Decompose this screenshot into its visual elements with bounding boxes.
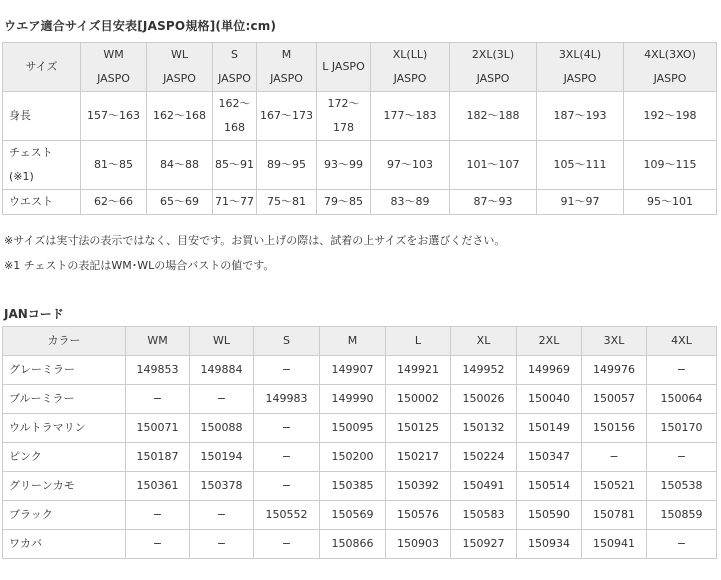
jan-cell: 150200: [320, 443, 386, 472]
jan-cell: −: [647, 443, 717, 472]
size-header-cell: WL JASPO: [147, 43, 213, 92]
table-row: [3, 414, 717, 443]
jan-cell: 150781: [582, 501, 647, 530]
jan-cell: −: [126, 385, 190, 414]
jan-cell: 150934: [517, 530, 582, 559]
table-row: [3, 501, 717, 530]
jan-cell: 150590: [517, 501, 582, 530]
size-cell: 162〜168: [147, 92, 213, 141]
size-cell: 75〜81: [257, 190, 317, 215]
size-header-cell: 2XL(3L) JASPO: [450, 43, 537, 92]
size-cell: 65〜69: [147, 190, 213, 215]
jan-cell: 150521: [582, 472, 647, 501]
jan-cell: 149983: [254, 385, 320, 414]
jan-cell: 150859: [647, 501, 717, 530]
size-cell: 109〜115: [624, 141, 717, 190]
size-chart-title: ウエア適合サイズ目安表[JASPO規格](単位:cm): [4, 19, 277, 33]
jan-cell: 150125: [386, 414, 451, 443]
size-cell: 172〜 178: [317, 92, 371, 141]
size-header-cell: L JASPO: [317, 43, 371, 92]
jan-cell: −: [190, 501, 254, 530]
jan-cell: −: [190, 385, 254, 414]
size-row-label: 身長: [3, 92, 81, 141]
size-header-cell: S JASPO: [213, 43, 257, 92]
table-row: [3, 385, 717, 414]
jan-cell: 150156: [582, 414, 647, 443]
size-header-cell: 4XL(3XO) JASPO: [624, 43, 717, 92]
size-cell: 79〜85: [317, 190, 371, 215]
jan-cell: 150361: [126, 472, 190, 501]
jan-cell: 150514: [517, 472, 582, 501]
table-row: [3, 472, 717, 501]
jan-cell: −: [254, 414, 320, 443]
size-cell: 71〜77: [213, 190, 257, 215]
size-cell: 62〜66: [81, 190, 147, 215]
jan-cell: 149952: [451, 356, 517, 385]
jan-cell: 150576: [386, 501, 451, 530]
jan-header-cell: WL: [190, 327, 254, 356]
size-cell: 83〜89: [371, 190, 450, 215]
jan-cell: 149969: [517, 356, 582, 385]
jan-header-cell: XL: [451, 327, 517, 356]
jan-cell: 149990: [320, 385, 386, 414]
size-header-row: [3, 43, 717, 92]
jan-cell: −: [647, 530, 717, 559]
table-row: [3, 190, 717, 215]
jan-cell: 150026: [451, 385, 517, 414]
jan-header-cell: S: [254, 327, 320, 356]
jan-cell: 150583: [451, 501, 517, 530]
jan-cell: 150187: [126, 443, 190, 472]
jan-cell: 150002: [386, 385, 451, 414]
size-row-label: チェスト (※1): [3, 141, 81, 190]
jan-cell: 150385: [320, 472, 386, 501]
jan-cell: −: [126, 501, 190, 530]
jan-row-label: ピンク: [3, 443, 126, 472]
jan-cell: 150538: [647, 472, 717, 501]
size-cell: 157〜163: [81, 92, 147, 141]
size-cell: 87〜93: [450, 190, 537, 215]
jan-header-cell: WM: [126, 327, 190, 356]
jan-cell: −: [190, 530, 254, 559]
jan-cell: 150347: [517, 443, 582, 472]
size-header-cell: XL(LL) JASPO: [371, 43, 450, 92]
jan-cell: 150132: [451, 414, 517, 443]
size-cell: 162〜 168: [213, 92, 257, 141]
jan-row-label: グレーミラー: [3, 356, 126, 385]
jan-row-label: ブラック: [3, 501, 126, 530]
jan-cell: 149853: [126, 356, 190, 385]
jan-cell: 150095: [320, 414, 386, 443]
jan-cell: 150149: [517, 414, 582, 443]
jan-row-label: グリーンカモ: [3, 472, 126, 501]
table-row: [3, 443, 717, 472]
jan-header-cell: 3XL: [582, 327, 647, 356]
jan-cell: −: [254, 472, 320, 501]
size-note-2: ※1 チェストの表記はWM･WLの場合バストの値です。: [4, 259, 275, 272]
size-header-cell: M JASPO: [257, 43, 317, 92]
jan-cell: 150217: [386, 443, 451, 472]
jan-cell: 150057: [582, 385, 647, 414]
jan-cell: 150170: [647, 414, 717, 443]
size-cell: 93〜99: [317, 141, 371, 190]
jan-cell: −: [126, 530, 190, 559]
jan-cell: 150071: [126, 414, 190, 443]
size-header-cell: サイズ: [3, 43, 81, 92]
size-header-cell: 3XL(4L) JASPO: [537, 43, 624, 92]
size-cell: 89〜95: [257, 141, 317, 190]
jan-cell: 150941: [582, 530, 647, 559]
jan-cell: 150224: [451, 443, 517, 472]
jan-code-title: JANコード: [4, 307, 64, 321]
jan-cell: −: [254, 356, 320, 385]
jan-row-label: ウルトラマリン: [3, 414, 126, 443]
jan-cell: 150903: [386, 530, 451, 559]
jan-row-label: ブルーミラー: [3, 385, 126, 414]
jan-cell: 149976: [582, 356, 647, 385]
jan-cell: 150040: [517, 385, 582, 414]
jan-cell: −: [647, 356, 717, 385]
jan-cell: −: [582, 443, 647, 472]
size-header-cell: WM JASPO: [81, 43, 147, 92]
size-cell: 97〜103: [371, 141, 450, 190]
jan-code-table: [2, 326, 717, 559]
jan-cell: 150569: [320, 501, 386, 530]
size-cell: 105〜111: [537, 141, 624, 190]
table-row: [3, 530, 717, 559]
jan-header-cell: M: [320, 327, 386, 356]
size-cell: 95〜101: [624, 190, 717, 215]
jan-cell: 150866: [320, 530, 386, 559]
jan-cell: −: [254, 530, 320, 559]
jan-cell: 149907: [320, 356, 386, 385]
table-row: [3, 356, 717, 385]
size-cell: 91〜97: [537, 190, 624, 215]
size-cell: 177〜183: [371, 92, 450, 141]
size-cell: 187〜193: [537, 92, 624, 141]
jan-cell: 150927: [451, 530, 517, 559]
size-cell: 85〜91: [213, 141, 257, 190]
jan-cell: 150392: [386, 472, 451, 501]
size-chart-table: [2, 42, 717, 215]
size-row-label: ウエスト: [3, 190, 81, 215]
jan-header-cell: 4XL: [647, 327, 717, 356]
jan-cell: 150088: [190, 414, 254, 443]
jan-cell: 150194: [190, 443, 254, 472]
jan-row-label: ワカバ: [3, 530, 126, 559]
jan-cell: 149884: [190, 356, 254, 385]
table-row: [3, 141, 717, 190]
jan-cell: −: [254, 443, 320, 472]
table-row: [3, 92, 717, 141]
size-cell: 192〜198: [624, 92, 717, 141]
size-cell: 182〜188: [450, 92, 537, 141]
size-cell: 81〜85: [81, 141, 147, 190]
jan-cell: 150064: [647, 385, 717, 414]
jan-header-cell: L: [386, 327, 451, 356]
jan-cell: 150378: [190, 472, 254, 501]
jan-header-row: [3, 327, 717, 356]
size-cell: 84〜88: [147, 141, 213, 190]
jan-header-cell: 2XL: [517, 327, 582, 356]
jan-cell: 150491: [451, 472, 517, 501]
size-cell: 101〜107: [450, 141, 537, 190]
jan-cell: 149921: [386, 356, 451, 385]
jan-cell: 150552: [254, 501, 320, 530]
size-note-1: ※サイズは実寸法の表示ではなく、目安です。お買い上げの際は、試着の上サイズをお選びください。: [4, 234, 506, 247]
jan-header-cell: カラー: [3, 327, 126, 356]
size-cell: 167〜173: [257, 92, 317, 141]
